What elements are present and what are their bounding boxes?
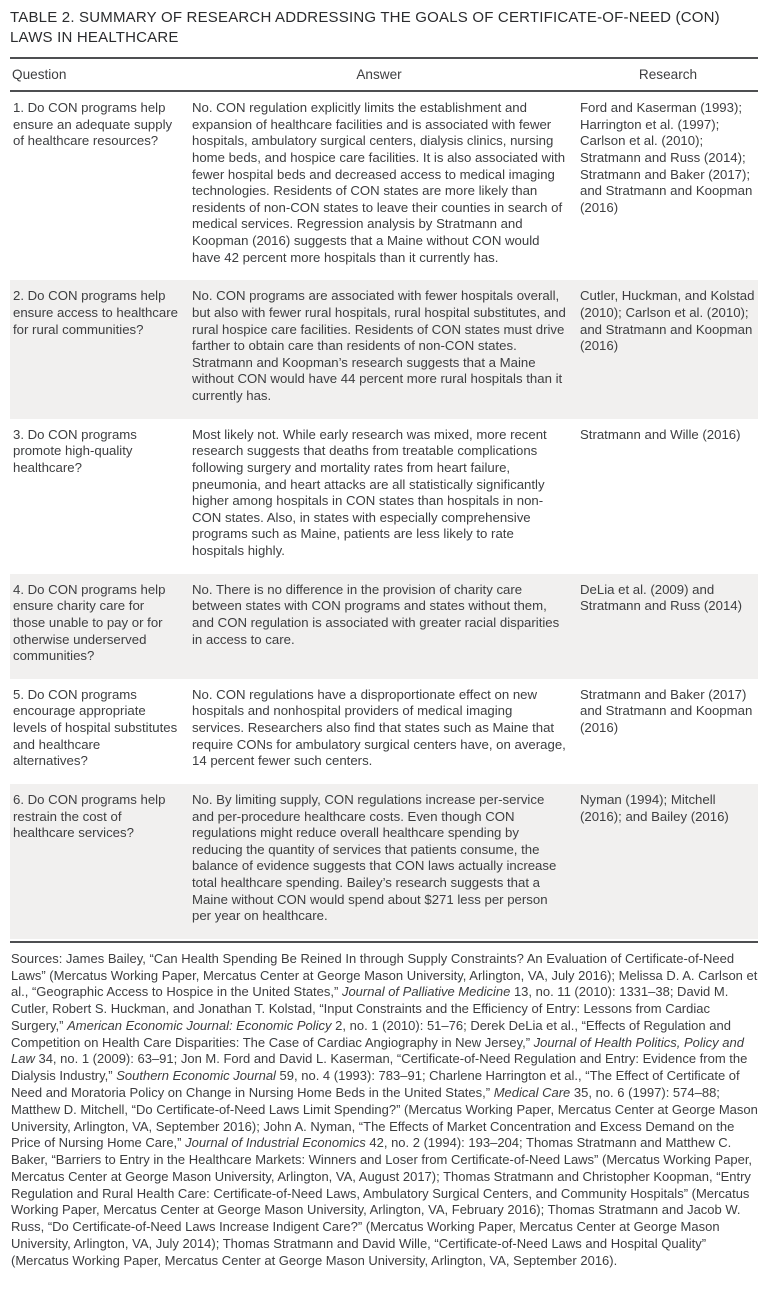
table-row <box>10 574 758 679</box>
question-cell: 3. Do CON programs promote high-quality healthcare? <box>13 426 137 475</box>
source-text: Sources: James Bailey, “Can Health Spending Be Reined In through Supply Constraints? An Evaluation of Certificate-of-Need Laws” (Mercatus Working Paper, Mercatus Center at George Mason University, Arlington, VA, July 2016); Melissa D. A. Carlson et al., “Geographic Access to Hospice in the United States,” <box>11 950 758 1000</box>
table-row <box>10 280 758 418</box>
question-cell: 2. Do CON programs help ensure access to healthcare for rural communities? <box>13 288 178 337</box>
journal-title: American Economic Journal: Economic Policy <box>67 1017 332 1033</box>
journal-title: Southern Economic Journal <box>116 1068 276 1084</box>
source-text: 2, no. 1 (2010): 51–76; Derek DeLia et al., “Effects of Regulation and Competition on Health Care Disparities: The Case of Cardiac Angiography in New Jersey,” <box>11 1017 731 1050</box>
research-cell: Ford and Kaserman (1993); Harrington et al. (1997); Carlson et al. (2010); Stratmann and Russ (2014); Stratmann and Baker (2017); and Stratmann and Koopman (2016) <box>580 100 753 215</box>
question-cell: 5. Do CON programs encourage appropriate levels of hospital substitutes and healthcare alternatives? <box>13 686 178 769</box>
answer-cell: No. CON programs are associated with fewer hospitals overall, but also with fewer rural hospitals, rural hospital substitutes, and rural hospice care facilities. Residents of CON states must drive farther to obtain care than residents of non-CON states. Stratmann and Koopman’s research suggests that a Maine without CON would have 44 percent more rural hospitals than it currently has. <box>192 288 566 403</box>
table-title: TABLE 2. SUMMARY OF RESEARCH ADDRESSING THE GOALS OF CERTIFICATE-OF-NEED (CON) LAWS IN HEALTHCARE <box>10 9 720 46</box>
source-text: 35, no. 6 (1997): 574–88; Matthew D. Mitchell, “Do Certificate-of-Need Laws Limit Spending?” (Mercatus Working Paper, Mercatus Center at George Mason University, Arlington, VA, September 2016); John A. Nyman, “The Effects of Market Concentration and Excess Demand on the Price of Nursing Home Care,” <box>11 1085 758 1151</box>
research-cell: Nyman (1994); Mitchell (2016); and Bailey (2016) <box>580 791 729 824</box>
question-cell: 1. Do CON programs help ensure an adequate supply of healthcare resources? <box>13 100 173 149</box>
answer-cell: No. CON regulations have a disproportionate effect on new hospitals and nonhospital providers of medical imaging services. Researchers also find that states such as Maine that require CONs for ambulatory surgical centers have, on average, 14 percent fewer such centers. <box>192 686 566 769</box>
answer-cell: Most likely not. While early research was mixed, more recent research suggests that deaths from treatable complications following surgery and mortality rates from heart failure, pneumonia, and heart attacks are all statistically significantly higher among hospitals in CON states than hospitals in non-CON states. Also, in states with especially comprehensive programs such as Maine, patients are less likely to rate hospitals highly. <box>192 426 547 558</box>
answer-cell: No. By limiting supply, CON regulations increase per-service and per-procedure healthcare costs. Even though CON regulations might reduce overall healthcare spending by reducing the quantity of services that patients consume, the balance of evidence suggests that CON laws actually increase total healthcare spending. Bailey’s research suggests that a Maine without CON would spend about $271 less per person per year on healthcare. <box>192 791 557 924</box>
table-row <box>10 679 758 784</box>
answer-cell: No. CON regulation explicitly limits the establishment and expansion of healthcare facilities and is associated with fewer hospitals, ambulatory surgical centers, dialysis clinics, nursing home beds, and hospice care facilities. It is also associated with fewer hospital beds and decreased access to medical imaging technologies. Residents of CON states are more likely than residents of non-CON states to leave their counties in search of medical services. Regression analysis by Stratmann and Koopman (2016) suggests that a Maine without CON would have 42 percent more hospitals than it currently has. <box>192 100 566 265</box>
journal-title: Journal of Industrial Economics <box>185 1135 366 1151</box>
journal-title: Journal of Palliative Medicine <box>341 984 511 1000</box>
journal-title: Medical Care <box>493 1085 571 1100</box>
research-cell: Stratmann and Wille (2016) <box>580 426 741 442</box>
source-text: 59, no. 4 (1993): 783–91; Charlene Harrington et al., “The Effect of Certificate of Need and Moratoria Policy on Change in Nursing Home Beds in the United States,” <box>11 1068 740 1100</box>
table-header-row <box>10 57 758 92</box>
journal-title: Journal of Health Politics, Policy and Law <box>11 1034 744 1067</box>
source-text: 13, no. 11 (2010): 1331–38; David M. Cutler, Robert S. Huckman, and Jonathan T. Kolstad, “Input Constraints and the Efficiency of Entry: Lessons from Cardiac Surgery,” <box>11 984 729 1033</box>
answer-cell: No. There is no difference in the provision of charity care between states with CON programs and states without them, and CON regulation is associated with greater racial disparities in access to care. <box>192 581 560 647</box>
table-row <box>10 784 758 939</box>
column-header-research: Research <box>638 67 698 82</box>
source-text: 34, no. 1 (2009): 63–91; Jon M. Ford and David L. Kaserman, “Certificate-of-Need Regulation and Entry: Evidence from the Dialysis Industry,” <box>11 1051 748 1084</box>
table-row <box>10 419 758 574</box>
column-header-question: Question <box>12 67 67 82</box>
research-cell: Cutler, Huckman, and Kolstad (2010); Carlson et al. (2010); and Stratmann and Koopman (2016) <box>580 288 755 354</box>
research-cell: Stratmann and Baker (2017) and Stratmann and Koopman (2016) <box>580 686 753 735</box>
question-cell: 4. Do CON programs help ensure charity care for those unable to pay or for otherwise underserved communities? <box>13 581 166 664</box>
question-cell: 6. Do CON programs help restrain the cost of healthcare services? <box>13 791 166 841</box>
sources-note <box>10 941 758 1270</box>
research-cell: DeLia et al. (2009) and Stratmann and Russ (2014) <box>580 581 742 614</box>
table-body <box>10 92 758 939</box>
source-text: 42, no. 2 (1994): 193–204; Thomas Stratmann and Matthew C. Baker, “Barriers to Entry in the Healthcare Markets: Winners and Loser from Certificate-of-Need Laws” (Mercatus Working Paper, Mercatus Center at George Mason University, Arlington, VA, August 2017); Thomas Stratmann and Christopher Koopman, “Entry Regulation and Rural Health Care: Certificate-of-Need Laws, Ambulatory Surgical Centers, and Community Hospitals” (Mercatus Working Paper, Mercatus Center at George Mason University, Arlington, VA, February 2016); Thomas Stratmann and Jacob W. Russ, “Do Certificate-of-Need Laws Increase Indigent Care?” (Mercatus Working Paper, Mercatus Center at George Mason University, Arlington, VA, July 2014); Thomas Stratmann and David Wille, “Certificate-of-Need Laws and Hospital Quality” (Mercatus Working Paper, Mercatus Center at George Mason University, Arlington, VA, September 2016). <box>11 1135 753 1268</box>
column-header-answer: Answer <box>356 67 402 82</box>
table-row <box>10 92 758 280</box>
